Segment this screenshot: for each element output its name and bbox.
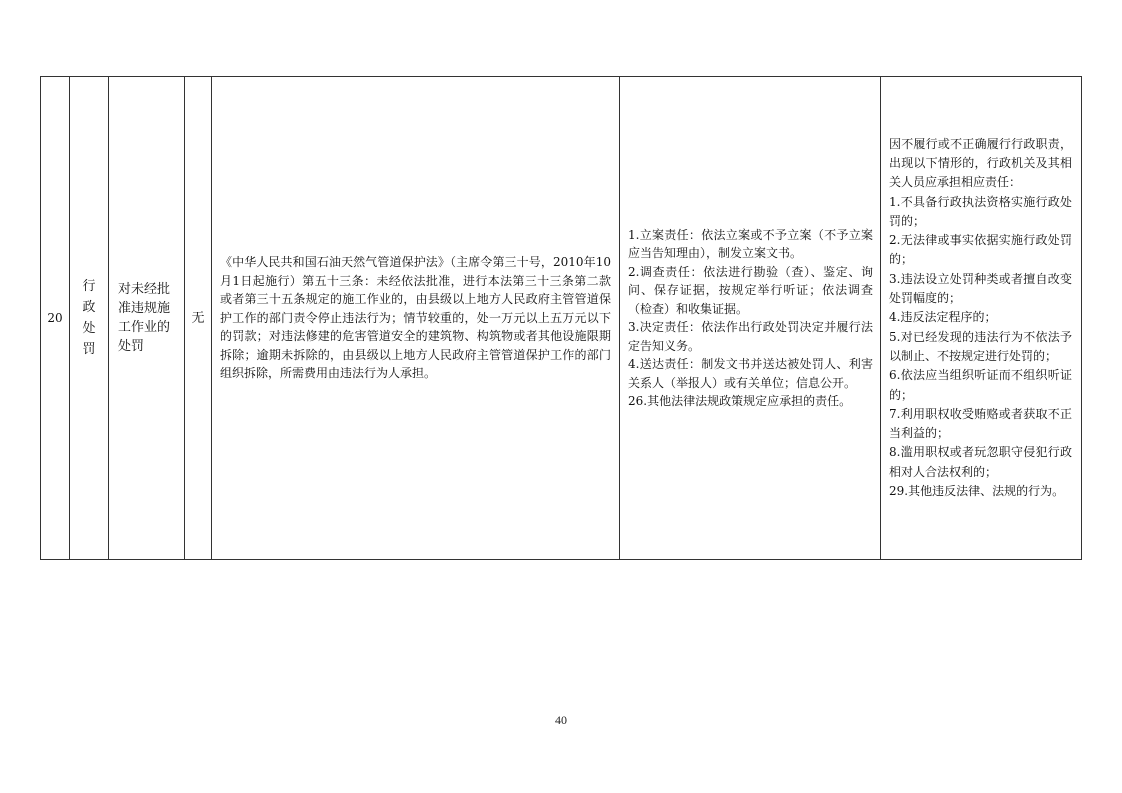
item-number-cell bbox=[41, 77, 70, 560]
sub-item: 无 bbox=[191, 310, 205, 326]
responsibility-list bbox=[881, 135, 1081, 502]
duty-item: 4.送达责任：制发文书并送达被处罚人、利害关系人（举报人）或有关单位；信息公开。 bbox=[628, 357, 873, 390]
responsibility-item: 8.滥用职权或者玩忽职守侵犯行政相对人合法权利的； bbox=[889, 445, 1072, 479]
responsibility-item: 3.违法设立处罚种类或者擅自改变处罚幅度的； bbox=[889, 271, 1072, 306]
duty-item: 1.立案责任：依法立案或不予立案（不予立案应当告知理由），制发立案文书。 bbox=[628, 227, 873, 260]
power-type-cell bbox=[70, 77, 109, 560]
table-row bbox=[41, 77, 1082, 560]
page-number: 40 bbox=[555, 713, 567, 727]
responsibility-item: 5.对已经发现的违法行为不依法予以制止、不按规定进行处罚的； bbox=[889, 329, 1072, 363]
sub-item-cell bbox=[185, 77, 212, 560]
responsibility-item: 因不履行或不正确履行行政职责，出现以下情形的，行政机关及其相关人员应承担相应责任： bbox=[889, 136, 1072, 190]
responsibility-item: 7.利用职权收受贿赂或者获取不正当利益的； bbox=[889, 406, 1072, 441]
responsibility-item: 1.不具备行政执法资格实施行政处罚的； bbox=[889, 194, 1072, 228]
item-name-cell bbox=[109, 77, 185, 560]
responsibility-item: 4.违反法定程序的； bbox=[889, 310, 997, 325]
responsibility-item: 6.依法应当组织听证而不组织听证的； bbox=[889, 368, 1072, 402]
duty-item: 3.决定责任：依法作出行政处罚决定并履行法定告知义务。 bbox=[628, 320, 873, 353]
duty-item: 2.调查责任：依法进行勘验（查）、鉴定、询问、保存证据，按规定举行听证；依法调查（检查）和收集证据。 bbox=[628, 264, 873, 316]
power-list-table bbox=[40, 76, 1082, 560]
duty-list bbox=[620, 226, 880, 411]
duty-item: 26.其他法律法规政策规定应承担的责任。 bbox=[628, 394, 852, 408]
power-type: 行政处罚 bbox=[82, 279, 96, 357]
item-name: 对未经批准违规施工作业的处罚 bbox=[118, 282, 171, 354]
legal-basis-text: 《中华人民共和国石油天然气管道保护法》（主席令第三十号，2010年10月1日起施行）第五十三条：未经依法批准，进行本法第三十三条第二款或者第三十五条规定的施工作业的，由县级以上地方人民政府主管管道保护工作的部门责令停止违法行为；情节较重的，处一万元以上五万元以下的罚款；对违法修建的危害管道安全的建筑物、构筑物或者其他设施限期拆除；逾期未拆除的，由县级以上地方人民政府主管管道保护工作的部门组织拆除，所需费用由违法行为人承担。 bbox=[220, 255, 611, 381]
responsibility-cell bbox=[881, 77, 1082, 560]
item-number: 20 bbox=[47, 311, 63, 325]
legal-basis-cell bbox=[212, 77, 620, 560]
responsibility-item: 2.无法律或事实依据实施行政处罚的； bbox=[889, 233, 1072, 267]
duty-cell bbox=[620, 77, 881, 560]
responsibility-item: 29.其他违反法律、法规的行为。 bbox=[889, 484, 1065, 499]
